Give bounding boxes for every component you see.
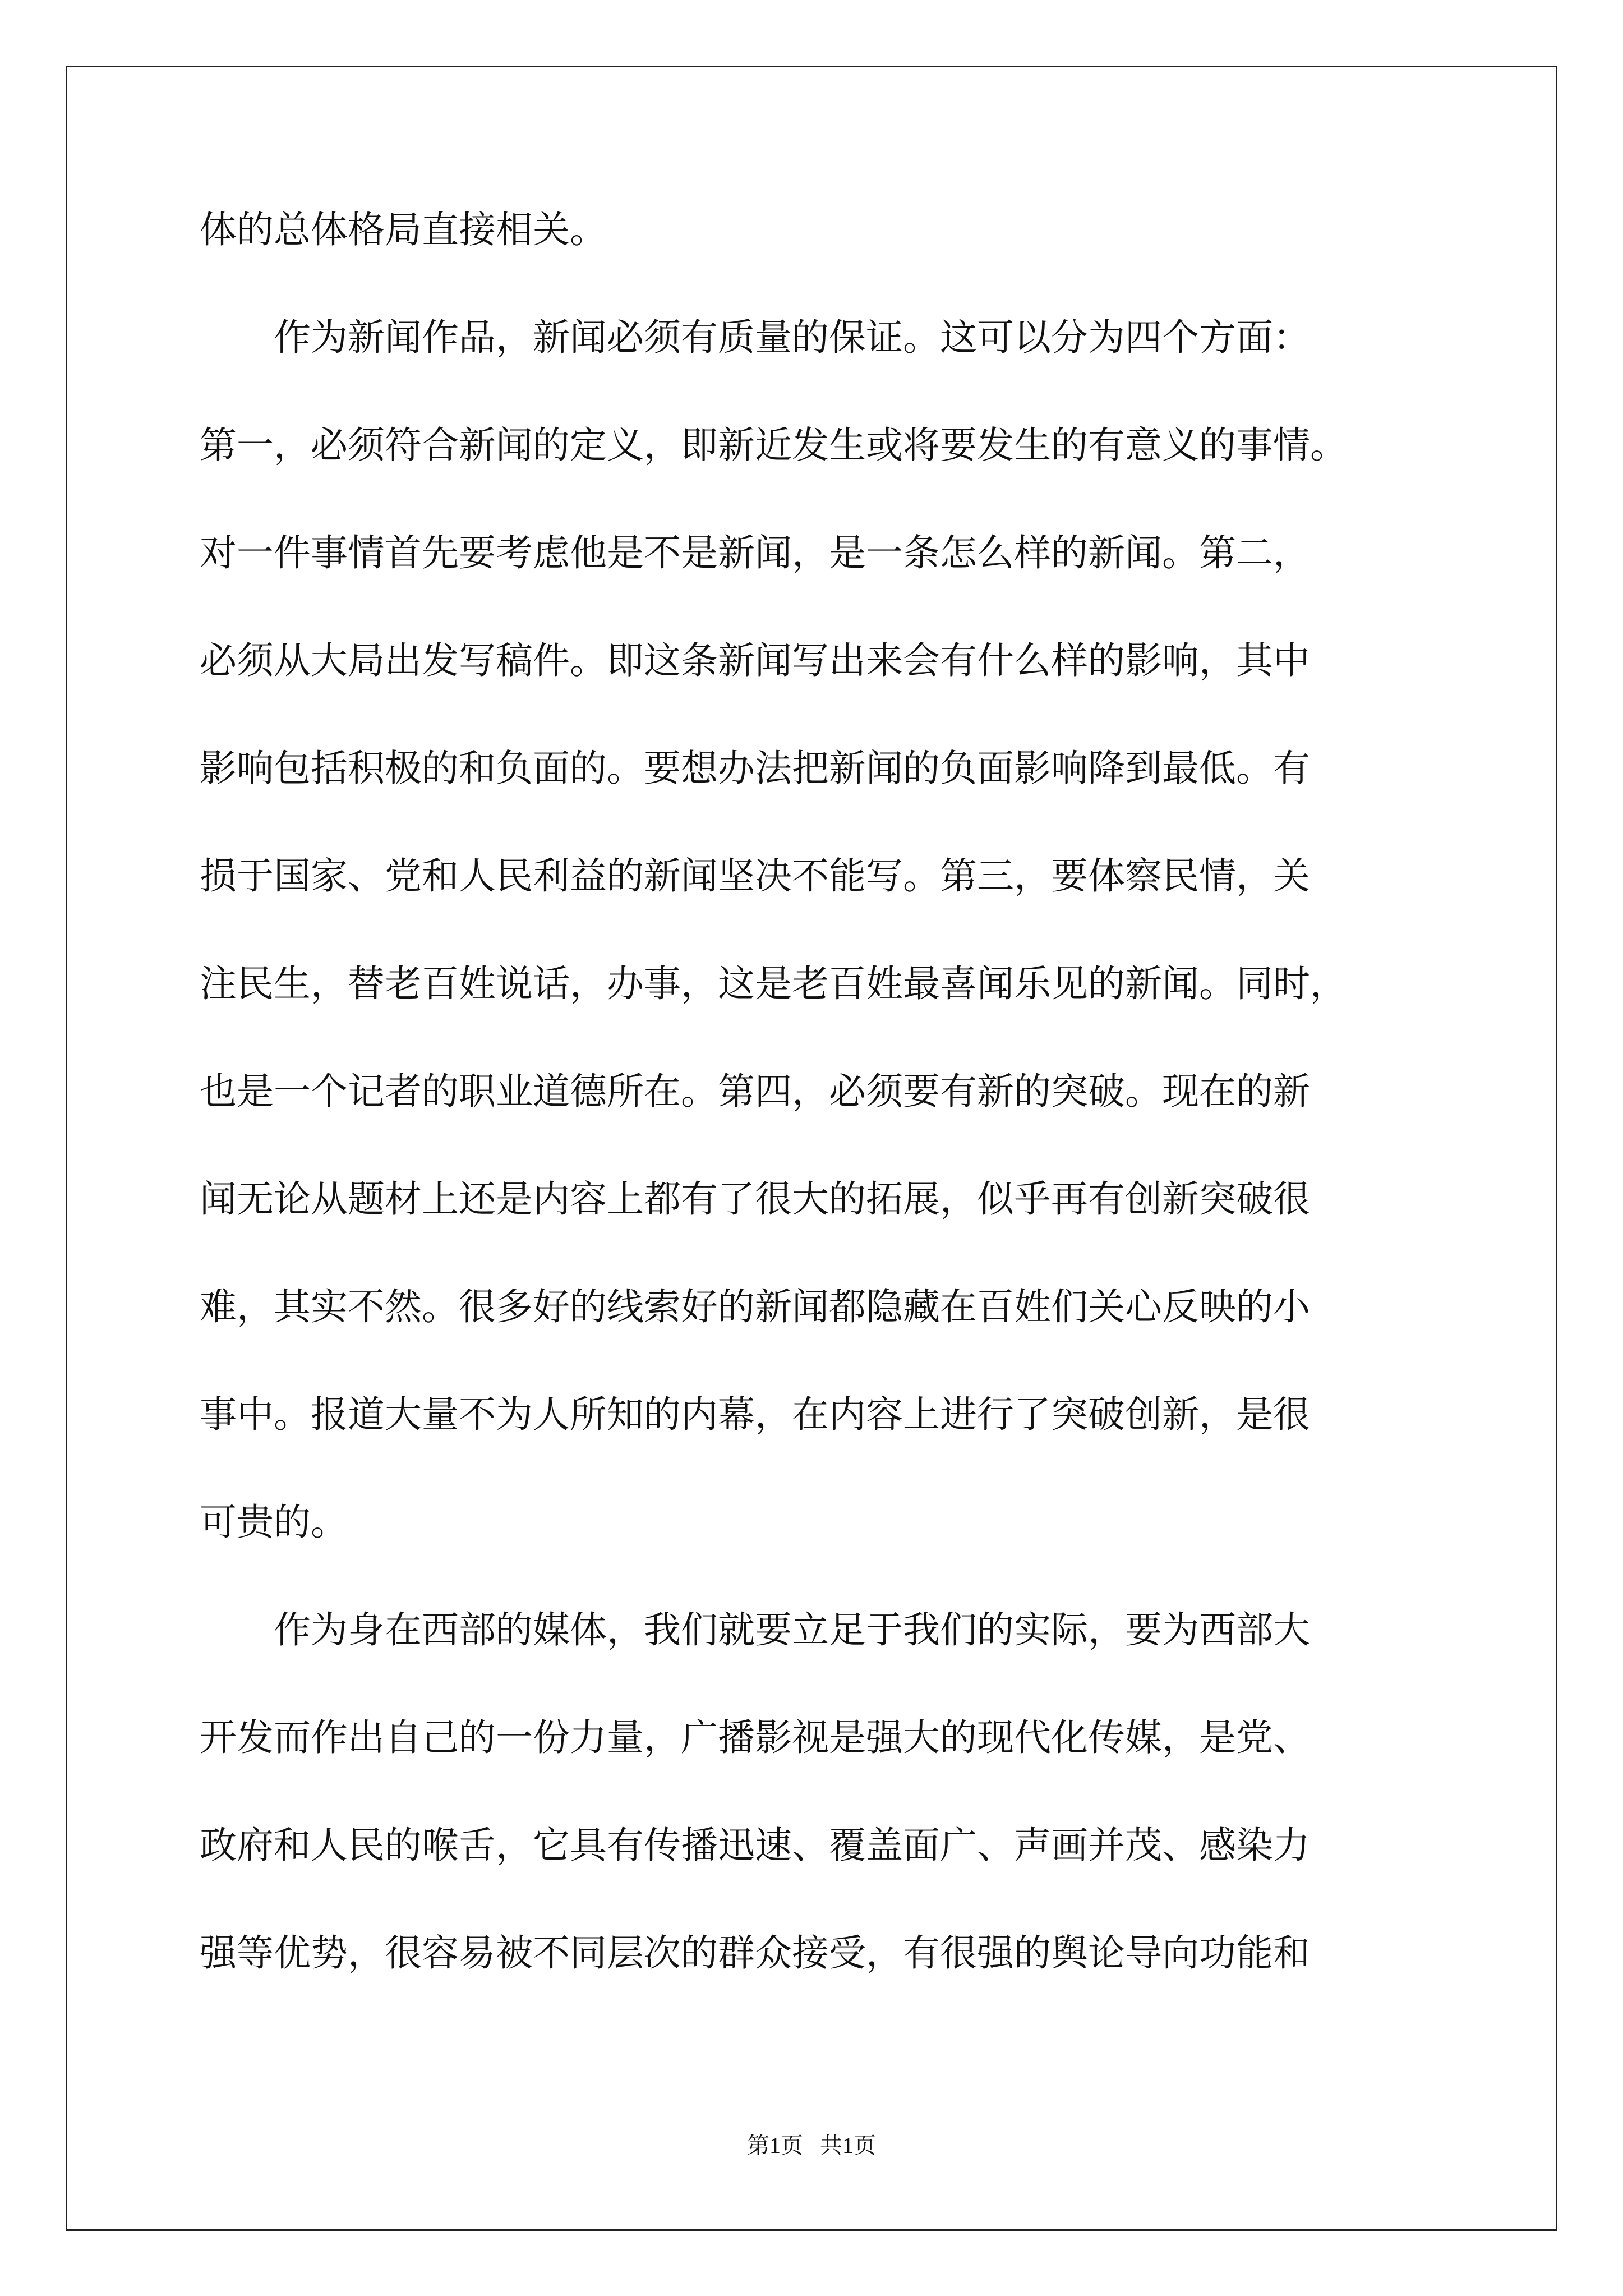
text-line: 闻无论从题材上还是内容上都有了很大的拓展，似乎再有创新突破很	[200, 1177, 1310, 1221]
text-line: 第一，必须符合新闻的定义，即新近发生或将要发生的有意义的事情。	[200, 424, 1347, 467]
text-line: 影响包括积极的和负面的。要想办法把新闻的负面影响降到最低。有	[200, 747, 1310, 790]
text-line: 注民生，替老百姓说话，办事，这是老百姓最喜闻乐见的新闻。同时，	[200, 962, 1347, 1005]
page-number-footer: 第1页 共1页	[747, 2133, 876, 2158]
text-line: 作为新闻作品，新闻必须有质量的保证。这可以分为四个方面：	[200, 316, 1310, 359]
text-line: 开发而作出自己的一份力量，广播影视是强大的现代化传媒，是党、	[200, 1716, 1310, 1759]
text-line: 对一件事情首先要考虑他是不是新闻，是一条怎么样的新闻。第二，	[200, 531, 1310, 574]
text-line: 损于国家、党和人民利益的新闻坚决不能写。第三，要体察民情，关	[200, 854, 1310, 898]
text-line: 体的总体格局直接相关。	[200, 208, 607, 251]
text-line: 政府和人民的喉舌，它具有传播迅速、覆盖面广、声画并茂、感染力	[200, 1824, 1310, 1867]
text-line: 作为身在西部的媒体，我们就要立足于我们的实际，要为西部大	[200, 1608, 1310, 1651]
text-line: 可贵的。	[200, 1501, 348, 1544]
text-line: 强等优势，很容易被不同层次的群众接受，有很强的舆论导向功能和	[200, 1931, 1310, 1975]
text-line: 事中。报道大量不为人所知的内幕，在内容上进行了突破创新，是很	[200, 1393, 1310, 1436]
text-line: 也是一个记者的职业道德所在。第四，必须要有新的突破。现在的新	[200, 1070, 1310, 1113]
text-line: 难，其实不然。很多好的线索好的新闻都隐藏在百姓们关心反映的小	[200, 1285, 1310, 1328]
page-border	[66, 66, 1557, 2231]
text-line: 必须从大局出发写稿件。即这条新闻写出来会有什么样的影响，其中	[200, 639, 1310, 682]
